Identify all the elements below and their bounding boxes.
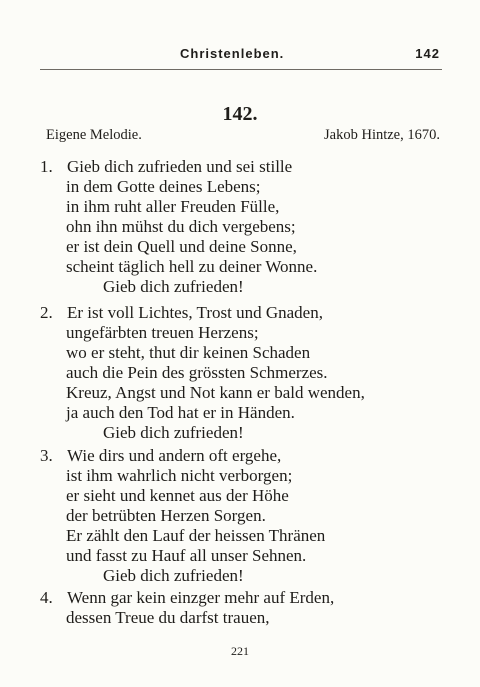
hymn-number: 142. [222,103,258,125]
author-attribution: Jakob Hintze, 1670. [324,127,440,143]
verse-line: der betrübten Herzen Sorgen. [66,506,266,525]
verse-line: auch die Pein des grössten Schmerzes. [66,363,328,382]
stanza-number: 2. [40,303,53,322]
refrain-line: Gieb dich zufrieden! [103,566,244,585]
verse-line: Gieb dich zufrieden und sei stille [67,157,293,176]
verse-line: Er zählt den Lauf der heissen Thränen [66,526,326,545]
melody-note: Eigene Melodie. [46,127,142,143]
verse-line: ohn ihn mühst du dich vergebens; [66,217,296,236]
verse-line: ungefärbten treuen Herzens; [66,323,259,342]
verse-line: Kreuz, Angst und Not kann er bald wenden, [66,383,365,402]
verse-line: ist ihm wahrlich nicht verborgen; [66,466,293,485]
running-head-page-number: 142 [415,46,440,61]
stanza-number: 1. [40,157,53,176]
verse-line: in dem Gotte deines Lebens; [66,177,261,196]
verse-line: Er ist voll Lichtes, Trost und Gnaden, [67,303,323,322]
verse-line: ja auch den Tod hat er in Händen. [66,403,295,422]
verse-line: in ihm ruht aller Freuden Fülle, [66,197,280,216]
verse-line: Wenn gar kein einzger mehr auf Erden, [67,588,335,607]
verse-line: scheint täglich hell zu deiner Wonne. [66,257,318,276]
verse-line: Wie dirs und andern oft ergehe, [67,446,282,465]
refrain-line: Gieb dich zufrieden! [103,277,244,296]
header-rule [40,69,442,70]
verse-line: dessen Treue du darfst trauen, [66,608,270,627]
verse-line: er ist dein Quell und deine Sonne, [66,237,297,256]
verse-line: und fasst zu Hauf all unser Sehnen. [66,546,307,565]
verse-line: wo er steht, thut dir keinen Schaden [66,343,311,362]
verse-line: er sieht und kennet aus der Höhe [66,486,289,505]
stanza-number: 4. [40,588,53,607]
stanza-number: 3. [40,446,53,465]
refrain-line: Gieb dich zufrieden! [103,423,244,442]
running-head-title: Christenleben. [180,46,285,61]
footer-page-number: 221 [231,644,249,658]
